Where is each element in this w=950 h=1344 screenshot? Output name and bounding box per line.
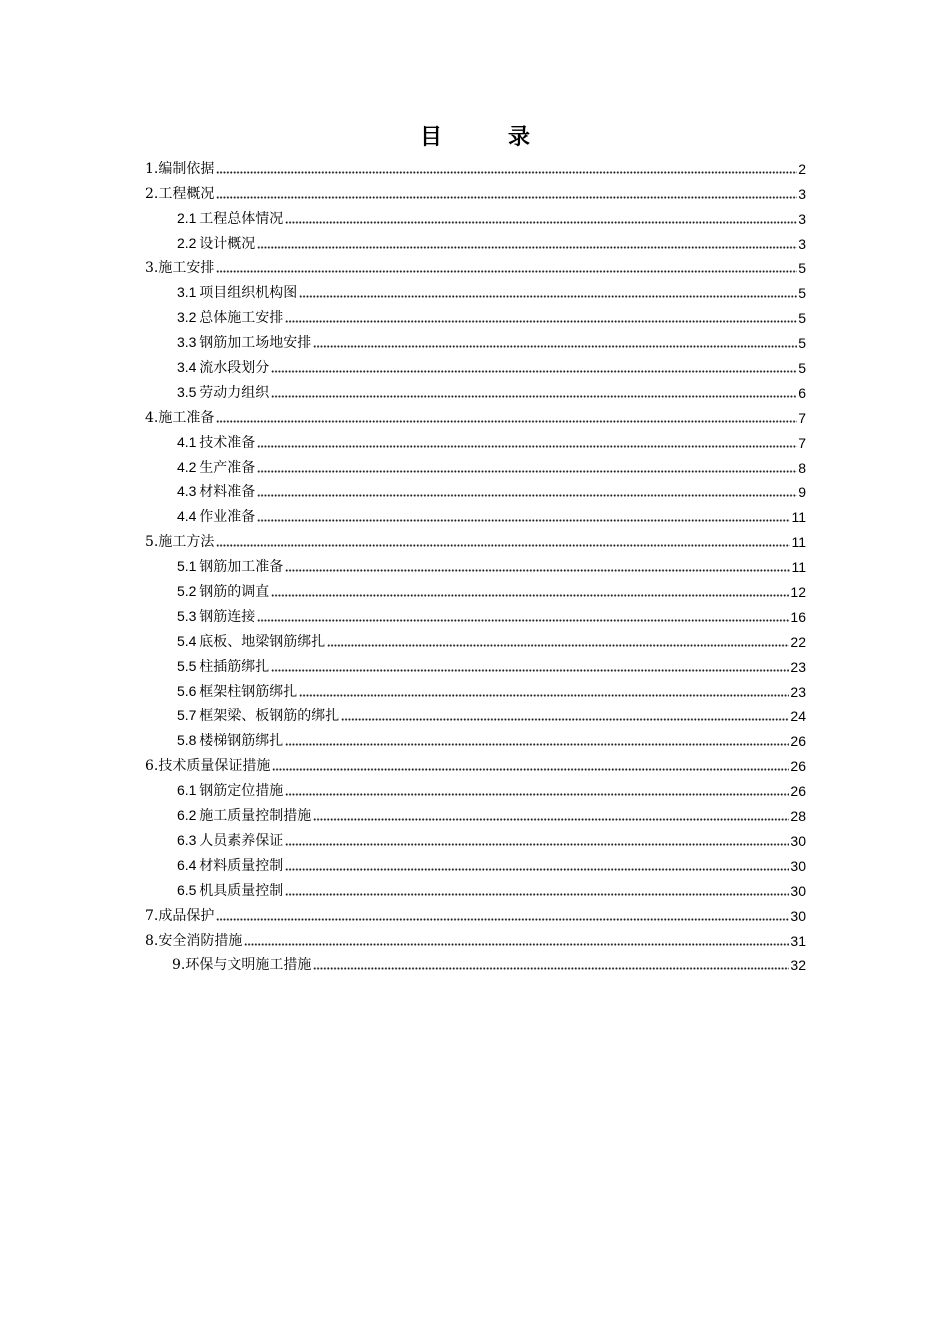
toc-dot-leader [299, 295, 797, 298]
toc-entry-number: 5.3 [177, 607, 197, 624]
toc-entry-text: 流水段划分 [199, 360, 270, 377]
toc-entry-text: 钢筋连接 [199, 608, 256, 625]
toc-entry-number: 4.3 [177, 483, 197, 500]
toc-dot-leader [271, 594, 789, 597]
toc-dot-leader [216, 420, 797, 423]
toc-entry-label [177, 384, 270, 401]
toc-dot-leader [285, 893, 789, 896]
toc-entry-page-number: 7 [798, 409, 806, 426]
toc-entry-label [145, 260, 215, 276]
toc-entry-label [177, 807, 312, 824]
toc-entry-page-number: 28 [790, 808, 806, 825]
toc-entry[interactable] [177, 600, 806, 625]
toc-entry-label [145, 161, 215, 177]
toc-entry-label [177, 235, 256, 252]
toc-entry-number: 5.2 [177, 583, 197, 600]
toc-entry-text: 钢筋定位措施 [199, 783, 284, 800]
toc-entry-label [177, 608, 256, 625]
toc-title [0, 120, 950, 151]
toc-entry-label [177, 508, 256, 525]
toc-entry-text: 安全消防措施 [158, 932, 243, 949]
toc-entry[interactable] [177, 799, 806, 824]
toc-entry-text: 环保与文明施工措施 [185, 957, 312, 974]
toc-entry-page-number: 31 [790, 932, 806, 949]
toc-entry[interactable] [145, 525, 806, 550]
toc-entry-number: 1. [145, 160, 159, 177]
toc-dot-leader [272, 768, 789, 771]
toc-dot-leader [216, 270, 797, 273]
toc-dot-leader [257, 619, 789, 622]
toc-entry[interactable] [177, 451, 806, 476]
toc-entry-page-number: 3 [798, 185, 806, 202]
toc-entry-text: 生产准备 [199, 459, 256, 476]
toc-title-char-2: 录 [508, 124, 531, 150]
toc-dot-leader [216, 918, 789, 921]
toc-entry[interactable] [177, 351, 806, 376]
toc-entry[interactable] [177, 625, 806, 650]
toc-entry-text: 钢筋加工场地安排 [199, 335, 312, 352]
toc-entry-text: 材料质量控制 [199, 857, 284, 874]
toc-entry-label [145, 933, 243, 949]
toc-entry-label [177, 832, 284, 849]
toc-entry[interactable] [177, 276, 806, 301]
toc-entry-label [177, 434, 256, 451]
toc-entry-page-number: 11 [791, 509, 806, 526]
toc-entry[interactable] [177, 376, 806, 401]
toc-entry-label [177, 210, 284, 227]
toc-entry-page-number: 11 [791, 559, 806, 576]
toc-entry-text: 框架梁、板钢筋的绑扎 [199, 708, 340, 725]
toc-entry-label [177, 284, 298, 301]
toc-entry[interactable] [145, 924, 806, 949]
toc-dot-leader [341, 718, 789, 721]
toc-entry-page-number: 12 [790, 584, 806, 601]
toc-entry-page-number: 6 [798, 384, 806, 401]
toc-entry[interactable] [177, 575, 806, 600]
toc-dot-leader [285, 569, 790, 572]
toc-entry-text: 作业准备 [199, 509, 256, 526]
toc-entry-number: 5.4 [177, 632, 197, 649]
toc-entry-page-number: 30 [790, 907, 806, 924]
toc-entry-text: 施工安排 [158, 260, 215, 277]
toc-entry-number: 3.1 [177, 284, 197, 301]
toc-dot-leader [271, 669, 789, 672]
toc-entry-page-number: 5 [798, 335, 806, 352]
toc-entry-text: 人员素养保证 [199, 832, 284, 849]
toc-entry-label [145, 186, 215, 202]
toc-entry[interactable] [177, 476, 806, 501]
toc-entry-number: 4.2 [177, 458, 197, 475]
toc-dot-leader [244, 943, 789, 946]
toc-dot-leader [285, 868, 789, 871]
toc-entry-number: 3. [145, 260, 159, 277]
toc-entry-page-number: 23 [790, 683, 806, 700]
toc-entry[interactable] [177, 700, 806, 725]
toc-entry-page-number: 16 [790, 608, 806, 625]
toc-entry-page-number: 26 [790, 733, 806, 750]
toc-entry-page-number: 30 [790, 857, 806, 874]
toc-entry-page-number: 7 [798, 434, 806, 451]
toc-entry-label [177, 782, 284, 799]
toc-entry-text: 钢筋加工准备 [199, 559, 284, 576]
toc-dot-leader [285, 843, 789, 846]
toc-entry-number: 5. [145, 534, 159, 551]
toc-entry-text: 设计概况 [199, 235, 256, 252]
toc-entry-text: 技术质量保证措施 [158, 758, 271, 775]
toc-entry-page-number: 23 [790, 658, 806, 675]
toc-entry-label [145, 410, 215, 426]
toc-entry-number: 2. [145, 185, 159, 202]
toc-entry-page-number: 3 [798, 235, 806, 252]
toc-entry-label [177, 483, 256, 500]
toc-entry-page-number: 30 [790, 832, 806, 849]
toc-entry-label [145, 534, 215, 550]
toc-entry-label [177, 732, 284, 749]
toc-entry[interactable] [177, 550, 806, 575]
toc-entry-number: 6.5 [177, 881, 197, 898]
toc-entry-page-number: 24 [790, 708, 806, 725]
toc-entry-number: 3.4 [177, 359, 197, 376]
toc-entry[interactable] [177, 301, 806, 326]
toc-entry-page-number: 26 [790, 758, 806, 775]
toc-entry-label [177, 583, 270, 600]
toc-dot-leader [313, 345, 797, 348]
toc-entry-page-number: 5 [798, 285, 806, 302]
toc-entry-page-number: 26 [790, 783, 806, 800]
toc-dot-leader [313, 818, 789, 821]
toc-entry-text: 柱插筋绑扎 [199, 658, 270, 675]
toc-entry-label [177, 857, 284, 874]
toc-entry-label [177, 633, 326, 650]
toc-entry-text: 总体施工安排 [199, 310, 284, 327]
toc-entry-label [172, 957, 312, 973]
toc-entry-label [177, 558, 284, 575]
toc-dot-leader [216, 544, 790, 547]
toc-entry-text: 项目组织机构图 [199, 285, 298, 302]
toc-entry[interactable] [177, 426, 806, 451]
toc-title-char-1: 目 [419, 124, 442, 150]
toc-entry[interactable] [145, 749, 806, 774]
toc-entry-text: 施工质量控制措施 [199, 808, 312, 825]
toc-entry-text: 工程概况 [158, 185, 215, 202]
toc-entry-text: 材料准备 [199, 484, 256, 501]
toc-entry[interactable] [145, 401, 806, 426]
toc-entry-number: 2.1 [177, 209, 197, 226]
toc-entry-text: 钢筋的调直 [199, 584, 270, 601]
toc-entry-number: 5.7 [177, 707, 197, 724]
toc-dot-leader [313, 967, 789, 970]
toc-entry-number: 3.3 [177, 334, 197, 351]
toc-entry[interactable] [177, 675, 806, 700]
toc-dot-leader [285, 793, 789, 796]
toc-entry-number: 6. [145, 758, 159, 775]
toc-entry-page-number: 30 [790, 882, 806, 899]
toc-dot-leader [285, 743, 789, 746]
toc-entry-number: 3.5 [177, 383, 197, 400]
toc-entry-text: 技术准备 [199, 434, 256, 451]
toc-entry-page-number: 3 [798, 210, 806, 227]
toc-entry-label [177, 359, 270, 376]
toc-entry-page-number: 2 [798, 160, 806, 177]
toc-entry[interactable] [177, 874, 806, 899]
toc-entry-number: 6.4 [177, 856, 197, 873]
toc-entry-page-number: 9 [798, 484, 806, 501]
toc-entry-label [177, 459, 256, 476]
toc-entry-number: 5.6 [177, 682, 197, 699]
toc-entry-page-number: 8 [798, 459, 806, 476]
toc-dot-leader [299, 694, 789, 697]
toc-entry-number: 5.1 [177, 558, 197, 575]
toc-entry-text: 机具质量控制 [199, 882, 284, 899]
toc-entry[interactable] [177, 326, 806, 351]
toc-entry-page-number: 5 [798, 360, 806, 377]
toc-entry-text: 楼梯钢筋绑扎 [199, 733, 284, 750]
toc-entry-text: 劳动力组织 [199, 384, 270, 401]
toc-entry-number: 5.8 [177, 732, 197, 749]
toc-dot-leader [257, 494, 797, 497]
toc-entry-number: 6.2 [177, 807, 197, 824]
toc-entry-number: 4. [145, 409, 159, 426]
toc-entry-label [177, 683, 298, 700]
toc-entry-text: 施工方法 [158, 534, 215, 551]
toc-dot-leader [271, 395, 797, 398]
toc-entry[interactable] [172, 949, 806, 974]
toc-entry-page-number: 5 [798, 260, 806, 277]
toc-dot-leader [257, 519, 790, 522]
toc-dot-leader [216, 171, 797, 174]
toc-entry[interactable] [145, 177, 806, 202]
toc-entry[interactable] [177, 650, 806, 675]
toc-entry-label [145, 758, 271, 774]
toc-entry-page-number: 22 [790, 633, 806, 650]
toc-entry[interactable] [177, 824, 806, 849]
toc-entry-page-number: 5 [798, 310, 806, 327]
toc-entry[interactable] [177, 774, 806, 799]
toc-entry-number: 5.5 [177, 657, 197, 674]
toc-entry[interactable] [177, 227, 806, 252]
toc-entry-text: 成品保护 [158, 907, 215, 924]
toc-entry-label [177, 707, 340, 724]
toc-entry-text: 编制依据 [158, 160, 215, 177]
toc-entry-label [145, 908, 215, 924]
toc-dot-leader [271, 370, 797, 373]
toc-entry-number: 7. [145, 907, 159, 924]
toc-entry-number: 4.4 [177, 508, 197, 525]
toc-entry[interactable] [177, 724, 806, 749]
toc-entry-number: 8. [145, 932, 159, 949]
toc-entry-label [177, 309, 284, 326]
toc-entry-number: 6.1 [177, 782, 197, 799]
toc-entry-label [177, 334, 312, 351]
toc-entry-page-number: 32 [790, 957, 806, 974]
toc-entry[interactable] [177, 500, 806, 525]
toc-entry[interactable] [177, 849, 806, 874]
toc-dot-leader [257, 445, 797, 448]
toc-entry-page-number: 11 [791, 534, 806, 551]
toc-entry[interactable] [177, 202, 806, 227]
toc-entry-text: 施工准备 [158, 409, 215, 426]
toc-dot-leader [257, 246, 797, 249]
toc-entry-label [177, 882, 284, 899]
toc-entry-text: 框架柱钢筋绑扎 [199, 683, 298, 700]
toc-dot-leader [257, 470, 797, 473]
toc-entry-text: 底板、地梁钢筋绑扎 [199, 633, 326, 650]
toc-dot-leader [327, 644, 789, 647]
toc-entry-number: 2.2 [177, 234, 197, 251]
toc-entry-number: 6.3 [177, 831, 197, 848]
toc-entry-number: 3.2 [177, 309, 197, 326]
toc-dot-leader [285, 221, 797, 224]
toc-entry-label [177, 658, 270, 675]
toc-list [0, 152, 950, 973]
toc-entry-number: 9. [172, 957, 186, 974]
toc-entry-number: 4.1 [177, 433, 197, 450]
toc-entry[interactable] [145, 152, 806, 177]
toc-dot-leader [285, 320, 797, 323]
toc-entry-text: 工程总体情况 [199, 210, 284, 227]
toc-entry[interactable] [145, 252, 806, 277]
toc-dot-leader [216, 196, 797, 199]
toc-entry[interactable] [145, 899, 806, 924]
